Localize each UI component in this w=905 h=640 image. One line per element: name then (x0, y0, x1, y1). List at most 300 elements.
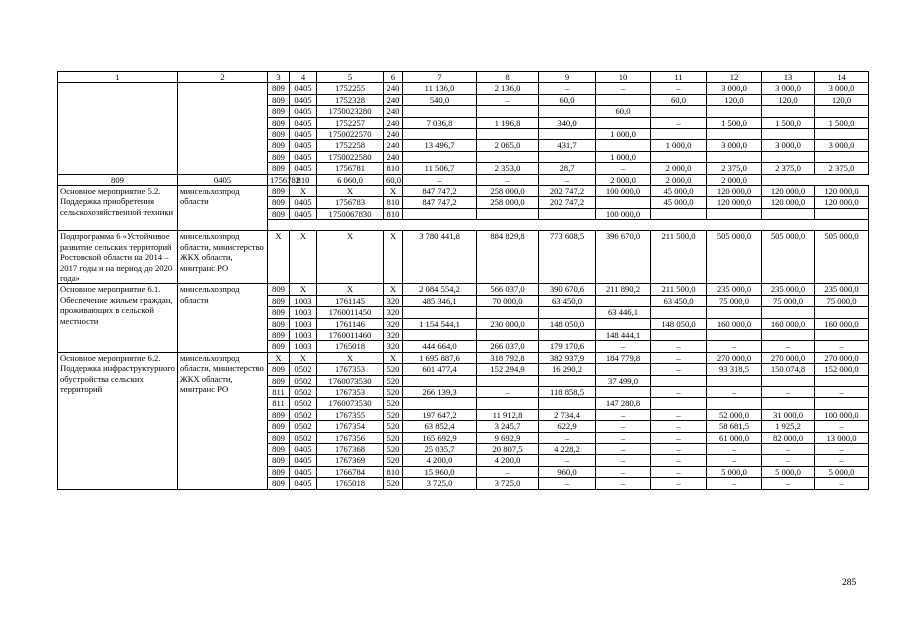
value-cell: – (539, 432, 596, 443)
code-cell: 240 (384, 129, 403, 140)
value-cell (762, 106, 815, 117)
value-cell: 3 725,0 (477, 478, 539, 489)
code-cell: 1003 (290, 295, 317, 306)
value-cell: – (815, 455, 869, 466)
value-cell: 396 670,0 (596, 231, 651, 284)
value-cell: 505 000,0 (762, 231, 815, 284)
code-cell: 1767356 (317, 432, 384, 443)
code-cell: 320 (384, 307, 403, 318)
code-cell: 809 (268, 329, 290, 340)
value-cell: 148 444,1 (596, 329, 651, 340)
activity-name: Подпрограмма 6 «Устойчивое развитие сельских территорий Ростовской области на 2014 – 2017 годы и на период до 2020 года» (58, 231, 178, 284)
value-cell: 120 000,0 (762, 186, 815, 197)
code-cell: 1003 (290, 329, 317, 340)
value-cell: – (477, 94, 539, 105)
value-cell (762, 151, 815, 162)
value-cell (539, 398, 596, 409)
value-cell: – (596, 409, 651, 420)
value-cell (651, 329, 707, 340)
value-cell (762, 398, 815, 409)
value-cell (596, 386, 651, 397)
value-cell: 3 000,0 (762, 140, 815, 151)
value-cell: – (651, 117, 707, 128)
value-cell (762, 329, 815, 340)
code-cell: 809 (268, 83, 290, 94)
value-cell: – (707, 341, 762, 352)
code-cell: 520 (384, 478, 403, 489)
value-cell: 52 000,0 (707, 409, 762, 420)
code-cell: 809 (268, 163, 290, 174)
code-cell: 0502 (290, 432, 317, 443)
value-cell (477, 398, 539, 409)
code-cell: 320 (384, 295, 403, 306)
code-cell: 810 (384, 466, 403, 477)
value-cell (596, 140, 651, 151)
value-cell: 5 000,0 (707, 466, 762, 477)
column-header: 10 (596, 72, 651, 83)
value-cell: 120,0 (815, 94, 869, 105)
code-cell: 811 (268, 398, 290, 409)
code-cell: 0405 (290, 466, 317, 477)
value-cell: – (762, 478, 815, 489)
table-row (58, 352, 869, 363)
code-cell: 1767368 (317, 444, 384, 455)
code-cell: Х (317, 352, 384, 363)
value-cell: 118 858,5 (539, 386, 596, 397)
value-cell: 2 353,0 (477, 163, 539, 174)
column-header: 4 (290, 72, 317, 83)
value-cell: – (762, 455, 815, 466)
value-cell: – (539, 174, 596, 185)
code-cell: Х (384, 186, 403, 197)
value-cell: 3 000,0 (707, 140, 762, 151)
value-cell: 270 000,0 (707, 352, 762, 363)
code-cell: 809 (268, 307, 290, 318)
value-cell (477, 307, 539, 318)
value-cell (762, 307, 815, 318)
code-cell: 520 (384, 409, 403, 420)
code-cell: 809 (268, 284, 290, 295)
executor: минсельхозпрод области (178, 284, 268, 352)
value-cell (403, 329, 477, 340)
value-cell (707, 375, 762, 386)
value-cell (403, 307, 477, 318)
value-cell: – (596, 432, 651, 443)
value-cell: 165 692,9 (403, 432, 477, 443)
value-cell (651, 151, 707, 162)
value-cell: 235 000,0 (707, 284, 762, 295)
code-cell: 809 (268, 478, 290, 489)
value-cell: 2 375,0 (815, 163, 869, 174)
value-cell (539, 129, 596, 140)
code-cell: 1003 (290, 307, 317, 318)
table-row (58, 186, 869, 197)
code-cell: 240 (384, 117, 403, 128)
code-cell: 0502 (290, 421, 317, 432)
code-cell: 809 (268, 432, 290, 443)
value-cell: 75 000,0 (762, 295, 815, 306)
code-cell: 1756783 (317, 197, 384, 208)
executor: минсельхозпрод области, министерство ЖКХ области, минтранс РО (178, 352, 268, 489)
value-cell: 318 792,8 (477, 352, 539, 363)
value-cell: 3 245,7 (477, 421, 539, 432)
value-cell: 1 695 887,6 (403, 352, 477, 363)
code-cell: 0405 (290, 208, 317, 219)
code-cell: 1756781 (317, 163, 384, 174)
code-cell: 520 (384, 375, 403, 386)
code-cell: Х (290, 352, 317, 363)
code-cell: 1761145 (317, 295, 384, 306)
value-cell: 258 000,0 (477, 197, 539, 208)
value-cell: – (477, 174, 539, 185)
value-cell: 120 000,0 (815, 186, 869, 197)
value-cell: 197 647,2 (403, 409, 477, 420)
code-cell: 809 (268, 140, 290, 151)
code-cell: 1003 (290, 341, 317, 352)
code-cell: 0502 (290, 375, 317, 386)
value-cell: 505 000,0 (707, 231, 762, 284)
value-cell: 60,0 (384, 174, 403, 185)
column-header: 3 (268, 72, 290, 83)
value-cell (815, 129, 869, 140)
value-cell: – (403, 174, 477, 185)
value-cell (539, 329, 596, 340)
value-cell: 160 000,0 (762, 318, 815, 329)
code-cell: 809 (268, 106, 290, 117)
value-cell: 235 000,0 (762, 284, 815, 295)
value-cell: 1 000,0 (596, 151, 651, 162)
code-cell: 1003 (290, 318, 317, 329)
code-cell: 1767353 (317, 386, 384, 397)
value-cell: 13 000,0 (815, 432, 869, 443)
value-cell: 444 664,0 (403, 341, 477, 352)
value-cell: 3 000,0 (815, 140, 869, 151)
value-cell (539, 151, 596, 162)
value-cell (477, 106, 539, 117)
value-cell: – (815, 478, 869, 489)
value-cell: 70 000,0 (477, 295, 539, 306)
value-cell: 6 060,0 (317, 174, 384, 185)
value-cell: 2 000,0 (651, 163, 707, 174)
code-cell: 810 (384, 208, 403, 219)
value-cell (707, 151, 762, 162)
value-cell: 1 000,0 (596, 129, 651, 140)
code-cell: 809 (268, 94, 290, 105)
code-cell: Х (384, 284, 403, 295)
code-cell: 1760011450 (317, 307, 384, 318)
value-cell: – (651, 409, 707, 420)
value-cell: 4 200,0 (477, 455, 539, 466)
budget-table (57, 71, 869, 490)
value-cell: – (815, 421, 869, 432)
value-cell: 11 506,7 (403, 163, 477, 174)
code-cell: Х (317, 231, 384, 284)
value-cell: – (651, 352, 707, 363)
value-cell: 847 747,2 (403, 197, 477, 208)
value-cell: 266 037,0 (477, 341, 539, 352)
value-cell: 540,0 (403, 94, 477, 105)
value-cell (762, 129, 815, 140)
value-cell: 120 000,0 (762, 197, 815, 208)
code-cell: 0405 (290, 151, 317, 162)
column-header: 2 (178, 72, 268, 83)
value-cell: 2 084 554,2 (403, 284, 477, 295)
value-cell: – (596, 163, 651, 174)
value-cell: 2 375,0 (762, 163, 815, 174)
value-cell: 3 000,0 (815, 83, 869, 94)
value-cell (539, 307, 596, 318)
code-cell: Х (384, 352, 403, 363)
value-cell: 100 000,0 (596, 186, 651, 197)
value-cell: 120 000,0 (815, 197, 869, 208)
code-cell: 809 (268, 364, 290, 375)
code-cell: 0405 (290, 117, 317, 128)
value-cell: 211 500,0 (651, 284, 707, 295)
value-cell: 120,0 (707, 94, 762, 105)
value-cell (651, 208, 707, 219)
header-row (58, 72, 869, 83)
code-cell: 0502 (290, 409, 317, 420)
value-cell: – (651, 341, 707, 352)
code-cell: 1767355 (317, 409, 384, 420)
value-cell: 60,0 (596, 106, 651, 117)
value-cell: – (707, 478, 762, 489)
value-cell: 1 196,8 (477, 117, 539, 128)
value-cell: 152 000,0 (815, 364, 869, 375)
code-cell: 809 (268, 197, 290, 208)
value-cell: 160 000,0 (707, 318, 762, 329)
code-cell: Х (290, 186, 317, 197)
table-body (58, 72, 869, 490)
code-cell: 0405 (290, 83, 317, 94)
value-cell: 148 050,0 (651, 318, 707, 329)
value-cell: 20 807,5 (477, 444, 539, 455)
value-cell (403, 129, 477, 140)
value-cell: 1 154 544,1 (403, 318, 477, 329)
code-cell: 520 (384, 432, 403, 443)
value-cell: 160 000,0 (815, 318, 869, 329)
value-cell: 2 065,0 (477, 140, 539, 151)
page-number: 285 (842, 578, 857, 588)
value-cell: 340,0 (539, 117, 596, 128)
value-cell: 63 446,1 (596, 307, 651, 318)
column-header: 11 (651, 72, 707, 83)
code-cell: 0405 (290, 140, 317, 151)
value-cell: 3 725,0 (403, 478, 477, 489)
value-cell (477, 329, 539, 340)
code-cell: 520 (384, 455, 403, 466)
value-cell: 31 000,0 (762, 409, 815, 420)
value-cell (651, 106, 707, 117)
code-cell: 520 (384, 364, 403, 375)
code-cell: 809 (268, 409, 290, 420)
value-cell: 179 170,6 (539, 341, 596, 352)
value-cell: – (762, 386, 815, 397)
value-cell: 1 500,0 (762, 117, 815, 128)
code-cell: 809 (268, 129, 290, 140)
value-cell (596, 295, 651, 306)
value-cell: – (596, 341, 651, 352)
value-cell: – (815, 341, 869, 352)
code-cell: 0405 (290, 106, 317, 117)
value-cell: 270 000,0 (815, 352, 869, 363)
value-cell: 2 000,0 (707, 174, 762, 185)
value-cell: 960,0 (539, 466, 596, 477)
value-cell (815, 106, 869, 117)
value-cell: 60,0 (539, 94, 596, 105)
code-cell: 809 (268, 117, 290, 128)
code-cell: 240 (384, 151, 403, 162)
value-cell (762, 208, 815, 219)
value-cell: 147 280,8 (596, 398, 651, 409)
value-cell: – (651, 386, 707, 397)
value-cell (815, 151, 869, 162)
code-cell: 320 (384, 318, 403, 329)
value-cell: 61 000,0 (707, 432, 762, 443)
value-cell: 235 000,0 (815, 284, 869, 295)
code-cell: 1750023280 (317, 106, 384, 117)
value-cell: – (651, 455, 707, 466)
value-cell: 152 294,9 (477, 364, 539, 375)
code-cell: 810 (384, 197, 403, 208)
value-cell: – (707, 444, 762, 455)
value-cell: 11 912,8 (477, 409, 539, 420)
code-cell: 1760011460 (317, 329, 384, 340)
value-cell (403, 106, 477, 117)
value-cell: 566 037,0 (477, 284, 539, 295)
value-cell: 75 000,0 (815, 295, 869, 306)
value-cell: – (539, 83, 596, 94)
code-cell: 0405 (290, 163, 317, 174)
value-cell: 1 925,2 (762, 421, 815, 432)
code-cell: 1767353 (317, 364, 384, 375)
value-cell: – (651, 364, 707, 375)
value-cell: 773 608,5 (539, 231, 596, 284)
value-cell: 148 050,0 (539, 318, 596, 329)
code-cell: 520 (384, 421, 403, 432)
value-cell: 82 000,0 (762, 432, 815, 443)
code-cell: Х (317, 186, 384, 197)
value-cell: 37 499,0 (596, 375, 651, 386)
table-row (58, 284, 869, 295)
value-cell: 4 200,0 (403, 455, 477, 466)
value-cell: – (651, 83, 707, 94)
value-cell: – (651, 478, 707, 489)
code-cell: 240 (384, 83, 403, 94)
executor (178, 83, 268, 174)
code-cell: Х (290, 231, 317, 284)
value-cell: – (539, 478, 596, 489)
value-cell: 184 779,8 (596, 352, 651, 363)
value-cell: – (596, 83, 651, 94)
value-cell (815, 307, 869, 318)
value-cell: 28,7 (539, 163, 596, 174)
value-cell: – (596, 466, 651, 477)
value-cell (596, 197, 651, 208)
value-cell: 100 000,0 (596, 208, 651, 219)
table-row (58, 174, 869, 185)
value-cell (403, 375, 477, 386)
value-cell (762, 375, 815, 386)
code-cell: 1766784 (317, 466, 384, 477)
code-cell: 809 (268, 151, 290, 162)
code-cell: 809 (268, 466, 290, 477)
value-cell: 2 375,0 (707, 163, 762, 174)
value-cell (477, 129, 539, 140)
value-cell: 3 780 441,8 (403, 231, 477, 284)
code-cell: 240 (384, 140, 403, 151)
value-cell: 7 036,8 (403, 117, 477, 128)
value-cell (707, 106, 762, 117)
code-cell: 1752258 (317, 140, 384, 151)
value-cell: 2 734,4 (539, 409, 596, 420)
value-cell: 5 000,0 (815, 466, 869, 477)
value-cell: 211 890,2 (596, 284, 651, 295)
value-cell: 884 829,8 (477, 231, 539, 284)
value-cell: 390 670,6 (539, 284, 596, 295)
value-cell: – (651, 444, 707, 455)
activity-name: Основное мероприятие 6.1. Обеспечение жильем граждан, проживающих в сельской местности (58, 284, 178, 352)
code-cell: Х (268, 231, 290, 284)
value-cell: 382 937,9 (539, 352, 596, 363)
value-cell (651, 375, 707, 386)
code-cell: 1750022580 (317, 151, 384, 162)
value-cell (815, 208, 869, 219)
value-cell (403, 208, 477, 219)
value-cell: 45 000,0 (651, 197, 707, 208)
value-cell: 63 450,0 (651, 295, 707, 306)
value-cell: 9 692,9 (477, 432, 539, 443)
value-cell (651, 398, 707, 409)
value-cell (707, 129, 762, 140)
code-cell: 1767354 (317, 421, 384, 432)
code-cell: 520 (384, 386, 403, 397)
value-cell (815, 398, 869, 409)
value-cell (596, 364, 651, 375)
code-cell: 1750022570 (317, 129, 384, 140)
value-cell: – (477, 386, 539, 397)
code-cell: 0405 (290, 455, 317, 466)
value-cell: – (707, 386, 762, 397)
value-cell: 4 228,2 (539, 444, 596, 455)
value-cell: – (596, 421, 651, 432)
value-cell (477, 375, 539, 386)
code-cell: 809 (58, 174, 178, 185)
code-cell: 0502 (290, 386, 317, 397)
value-cell: – (762, 341, 815, 352)
value-cell: – (477, 466, 539, 477)
value-cell: 505 000,0 (815, 231, 869, 284)
code-cell: 809 (268, 455, 290, 466)
code-cell: 1760073530 (317, 375, 384, 386)
value-cell (651, 307, 707, 318)
code-cell: 1760073530 (317, 398, 384, 409)
value-cell: – (651, 466, 707, 477)
column-header: 5 (317, 72, 384, 83)
code-cell: 1761146 (317, 318, 384, 329)
code-cell: 809 (268, 208, 290, 219)
code-cell: 809 (268, 186, 290, 197)
value-cell (477, 208, 539, 219)
value-cell: 15 960,0 (403, 466, 477, 477)
value-cell (539, 208, 596, 219)
code-cell: 1767369 (317, 455, 384, 466)
value-cell (651, 129, 707, 140)
value-cell (596, 117, 651, 128)
code-cell: 809 (268, 318, 290, 329)
value-cell: – (815, 386, 869, 397)
value-cell: 120 000,0 (707, 197, 762, 208)
